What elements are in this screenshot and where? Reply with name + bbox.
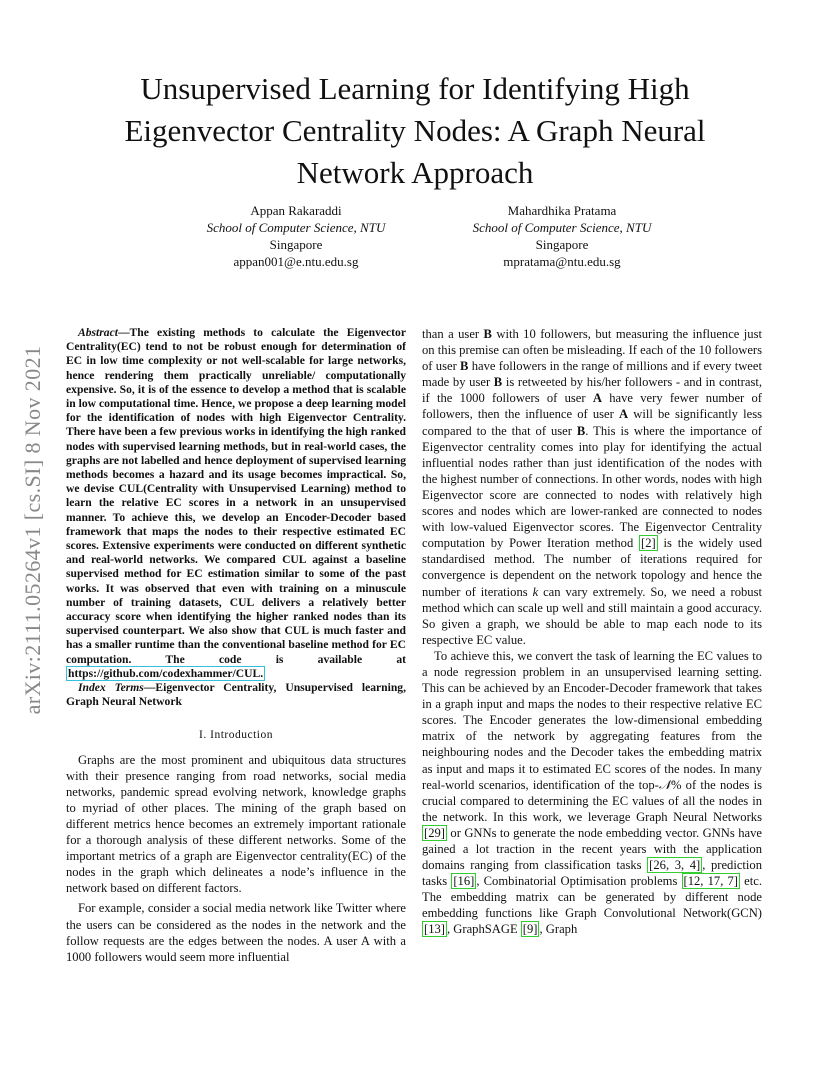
author-email: appan001@e.ntu.edu.sg (233, 254, 359, 269)
author-location: Singapore (269, 237, 323, 252)
code-link[interactable]: https://github.com/codexhammer/CUL. (68, 666, 264, 680)
index-terms-text: —Eigenvector Centrality, Unsupervised learning, Graph Neural Network (66, 681, 406, 709)
author-block-2 (432, 202, 692, 270)
author-name: Appan Rakaraddi (250, 203, 342, 218)
author-location: Singapore (535, 237, 589, 252)
abstract-label: Abstract (78, 326, 118, 339)
arxiv-stamp (16, 300, 50, 760)
author-affiliation: School of Computer Science, NTU (472, 220, 652, 235)
abstract (66, 326, 406, 681)
citation-link[interactable]: [2] (641, 536, 656, 551)
author-block-1 (166, 202, 426, 270)
paragraph: than a user B with 10 followers, but measuring the influence just on this premise can often be misleading. If each of the 10 followers of user B have followers in the range of millions and if every tweet made by user B is retweeted by his/her followers - and in contrast, if the 1000 followers of user A have very fewer number of followers, then the influence of user A will be significantly less compared to the that of user B. This is where the importance of Eigenvector centrality comes into play for identifying the actual influential nodes rather than just identification of the nodes with the highest number of connections. In other words, nodes with high Eigenvector score are connected to nodes with relatively high scores and nodes which are lower-ranked are connected to nodes with low-valued Eigenvector scores. The Eigenvector Centrality computation by Power Iteration method [2] is the widely used standardised method. The number of iterations required for convergence is dependent on the network topology and hence the number of iterations k can vary extremely. So, we need a robust method which can scale up well and still maintain a good accuracy. So given a graph, we should be able to map each node to its respective EC value. (422, 327, 763, 647)
citation-link[interactable]: [29] (424, 825, 445, 840)
citation-link[interactable]: [13] (424, 922, 445, 937)
paragraph: Graphs are the most prominent and ubiquitous data structures with their presence ranging from road networks, social media networks, pandemic spread evolving network, knowledge graphs to myriad of other places. The mining of the graph based on different metrics hence becomes an extremely important rationale for a thorough analysis of these different networks. Some of the important metrics of a graph are Eigenvector centrality(EC) of the nodes in the graph which delineates a node’s influence in the network based on different factors. (66, 752, 406, 896)
paragraph: For example, consider a social media network like Twitter where the users can be considered as the nodes in the network and the follow requests are the edges between the nodes. A user A with a 1000 followers would seem more influential (66, 901, 406, 964)
paper-title: Unsupervised Learning for Identifying High Eigenvector Centrality Nodes: A Graph Neural Network Approach (124, 71, 706, 190)
abstract-text: —The existing methods to calculate the Eigenvector Centrality(EC) tend to not be robust enough for determination of EC in low time complexity or not well-scalable for large networks, hence rendering them practically unreliable/ computationally expensive. So, it is of the essence to develop a method that is scalable in low computational time. Hence, we propose a deep learning model for the identification of nodes with high Eigenvector Centrality. There have been a few previous works in identifying the high ranked nodes with supervised learning methods, but in real-world cases, the graphs are not labelled and hence deployment of supervised learning methods becomes a hazard and its usage becomes impractical. So, we devise CUL(Centrality with Unsupervised Learning) method to learn the relative EC scores in a network in an unsupervised manner. To achieve this, we develop an Encoder-Decoder based framework that maps the nodes to their respective estimated EC scores. Extensive experiments were conducted on different synthetic and real-world networks. We compared CUL against a baseline supervised method for EC estimation similar to some of the past works. It was observed that even with training on a minuscule number of training datasets, CUL delivers a relatively better accuracy score when identifying the higher ranked nodes than its supervised counterpart. We also show that CUL is much faster and has a smaller runtime than the conventional baseline method for EC computation. The code is available at (66, 326, 406, 666)
index-terms (66, 681, 406, 709)
author-affiliation: School of Computer Science, NTU (206, 220, 386, 235)
arxiv-stamp-text: arXiv:2111.05264v1 [cs.SI] 8 Nov 2021 (20, 345, 45, 715)
citation-link[interactable]: [26, 3, 4] (649, 858, 701, 873)
author-name: Mahardhika Pratama (507, 203, 617, 218)
author-email: mpratama@ntu.edu.sg (503, 254, 621, 269)
citation-link[interactable]: [16] (453, 874, 475, 889)
right-column (422, 326, 762, 938)
citation-link[interactable]: [12, 17, 7] (683, 874, 739, 889)
section-heading: I. Introduction (199, 729, 273, 742)
left-column (66, 326, 406, 965)
citation-link[interactable]: [9] (522, 922, 538, 937)
paragraph: To achieve this, we convert the task of learning the EC values to a node regression problem in an unsupervised learning setting. This can be achieved by an Encoder-Decoder framework that takes in a graph input and maps the nodes to their respective relative EC scores. The Encoder generates the low-dimensional embedding matrix of the network by aggregating features from the neighbouring nodes and the Decoder takes the embedding matrix as input and maps it to estimated EC scores of the nodes. In many real-world scenarios, identification of the top-𝒩% of the nodes is crucial compared to determining the EC values of all the nodes in the network. In this work, we leverage Graph Neural Networks [29] or GNNs to generate the node embedding vector. GNNs have gained a lot traction in the recent years with the application domains ranging from classification tasks [26, 3, 4] , prediction tasks [16] , Combinatorial Optimisation problems [12, 17, 7] etc. The embedding matrix can be generated by different node embedding functions like Graph Convolutional Network(GCN) [13] , GraphSAGE [9] , Graph (422, 648, 763, 937)
index-terms-label: Index Terms (78, 681, 144, 695)
